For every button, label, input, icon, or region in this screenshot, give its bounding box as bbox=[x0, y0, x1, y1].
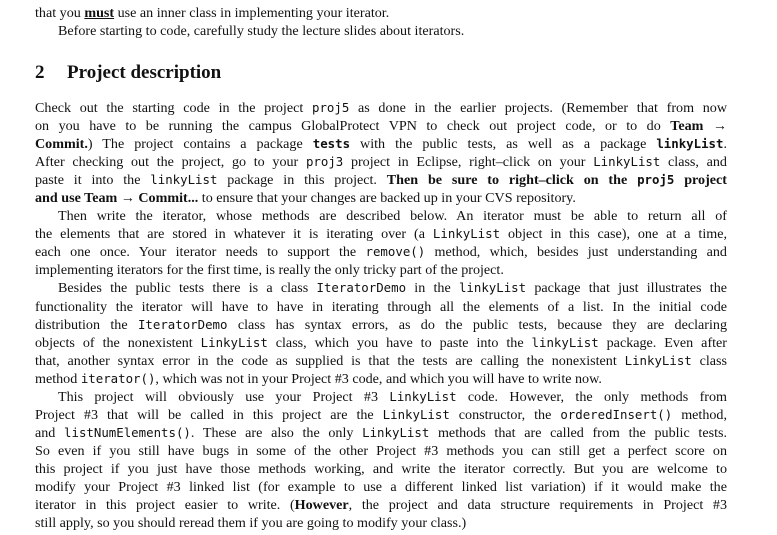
code-iterator-method: iterator() bbox=[80, 370, 156, 386]
code-remove: remove() bbox=[365, 244, 426, 260]
text-line bbox=[35, 352, 727, 370]
text-run: method, which, besides just understanding and bbox=[425, 244, 727, 261]
text-run: class bbox=[691, 352, 728, 369]
text-run: class, which you have to paste into the bbox=[267, 334, 532, 351]
text-run: So even if you still have bugs in some of the other Project #3 methods you can still get a perfect score on bbox=[35, 442, 727, 459]
text-line bbox=[35, 424, 727, 442]
text-line bbox=[35, 370, 727, 388]
text-run: each one once. Your iterator needs to support the bbox=[35, 244, 366, 261]
text-run: implementing iterators for the first time, is really the only tricky part of the project. bbox=[35, 262, 504, 279]
text-run: method, bbox=[672, 406, 727, 423]
text-run: use an inner class in implementing your iterator. bbox=[114, 5, 390, 21]
text-run: ) The project contains a package bbox=[87, 136, 313, 153]
text-run: to ensure that your changes are backed up in your CVS repository. bbox=[198, 190, 576, 207]
text-line bbox=[35, 189, 727, 207]
text-run: Project #3 that will be called in this project are the bbox=[35, 406, 383, 423]
preceding-text bbox=[35, 4, 727, 40]
text-run: paste it into the bbox=[35, 172, 151, 189]
code-linkylist-package: linkyList bbox=[458, 280, 527, 296]
text-run: the elements that are stored in whatever it is iterating over (a bbox=[35, 226, 433, 243]
text-line bbox=[35, 207, 727, 225]
text-line bbox=[35, 442, 727, 460]
code-proj5: proj5 bbox=[637, 172, 675, 188]
text-run: modify your Project #3 linked list (for example to use a different linked list variation) if it would make the bbox=[35, 478, 727, 495]
code-linkylist-class: LinkyList bbox=[362, 424, 430, 440]
text-line bbox=[35, 478, 727, 496]
text-line bbox=[35, 225, 727, 243]
code-linkylist-class: LinkyList bbox=[593, 154, 661, 170]
text-line bbox=[35, 316, 727, 334]
text-line bbox=[35, 4, 727, 22]
emphasis-must: must bbox=[84, 5, 115, 21]
text-run: method bbox=[35, 370, 81, 387]
bold-commit: Commit. bbox=[35, 136, 88, 153]
code-listnumelements: listNumElements() bbox=[64, 424, 191, 440]
bold-team: Team → bbox=[670, 118, 727, 135]
bold-instruction: and use Team → Commit... bbox=[35, 190, 199, 207]
code-iteratordemo: IteratorDemo bbox=[316, 280, 407, 296]
text-run: After checking out the project, go to your bbox=[35, 154, 306, 171]
text-run: code. However, the only methods from bbox=[456, 388, 727, 405]
code-linkylist-class: LinkyList bbox=[389, 388, 457, 404]
text-run: Before starting to code, carefully study the lecture slides about iterators. bbox=[58, 23, 465, 40]
section-title: Project description bbox=[67, 62, 222, 83]
text-run: in the bbox=[406, 280, 459, 297]
text-line bbox=[35, 279, 727, 297]
text-run: . bbox=[723, 136, 727, 153]
text-line bbox=[35, 22, 727, 40]
text-run: , which was not in your Project #3 code, and which you will have to write now. bbox=[155, 370, 602, 387]
code-linkylist-package: linkyList bbox=[150, 172, 218, 188]
text-run: package that just illustrates the bbox=[526, 280, 727, 297]
code-linkylist-class: LinkyList bbox=[432, 226, 501, 242]
text-run: as done in the earlier projects. (Remember that from now bbox=[349, 100, 727, 116]
text-line bbox=[35, 406, 727, 424]
text-line bbox=[35, 298, 727, 316]
text-run: functionality the iterator will have to have in iterating through all the elements of a list. In the initial code bbox=[35, 298, 727, 315]
text-run: , the project and data structure requirements in Project #3 bbox=[348, 497, 728, 514]
text-run: package. Even after bbox=[598, 334, 727, 351]
text-run: . These are also the only bbox=[190, 424, 363, 441]
text-run: Check out the starting code in the project bbox=[35, 100, 312, 116]
text-run: on you have to be running the campus GlobalProtect VPN to check out project code, or to do bbox=[35, 118, 671, 135]
text-line bbox=[35, 153, 727, 171]
text-line bbox=[35, 388, 727, 406]
code-iteratordemo: IteratorDemo bbox=[137, 316, 228, 332]
text-line bbox=[35, 243, 727, 261]
text-run: this project if you just have those methods working, and write the iterator correctly. But you are welcome to bbox=[35, 460, 727, 477]
text-run: objects of the nonexistent bbox=[35, 334, 201, 351]
text-run: Besides the public tests there is a class bbox=[58, 280, 317, 297]
text-run: constructor, the bbox=[449, 406, 561, 423]
text-line bbox=[35, 117, 727, 135]
text-line bbox=[35, 496, 727, 514]
text-run: class, and bbox=[660, 154, 727, 171]
section-body bbox=[35, 99, 727, 532]
text-line bbox=[35, 99, 727, 117]
text-run: distribution the bbox=[35, 316, 138, 333]
bold-instruction: Then be sure to right–click on the bbox=[386, 172, 638, 189]
code-linkylist-class: LinkyList bbox=[382, 406, 450, 422]
code-linkylist-package: linkyList bbox=[656, 136, 724, 152]
text-run: that, another syntax error in the code as supplied is that the tests are calling the nonexistent bbox=[35, 352, 625, 369]
code-proj5: proj5 bbox=[311, 100, 350, 115]
code-proj3: proj3 bbox=[305, 154, 344, 170]
bold-instruction: project bbox=[674, 172, 727, 189]
text-run: iterator in this project easier to write. ( bbox=[35, 497, 295, 514]
code-orderedinsert: orderedInsert() bbox=[560, 406, 673, 422]
text-run: project in Eclipse, right–click on your bbox=[343, 154, 594, 171]
text-run: class has syntax errors, as do the public tests, because they are declaring bbox=[227, 316, 727, 333]
text-line bbox=[35, 334, 727, 352]
text-run: Then write the iterator, whose methods are described below. An iterator must be able to return all of bbox=[58, 208, 727, 225]
bold-however: However bbox=[294, 497, 349, 514]
text-run: with the public tests, as well as a package bbox=[350, 136, 657, 153]
text-run: still apply, so you should reread them if you are going to modify your class.) bbox=[35, 515, 467, 532]
text-run: package in this project. bbox=[217, 172, 387, 189]
code-linkylist-class: LinkyList bbox=[624, 352, 692, 368]
text-run: methods that are called from the public tests. bbox=[429, 424, 727, 441]
text-line bbox=[35, 135, 727, 153]
code-linkylist-class: LinkyList bbox=[200, 334, 268, 350]
text-run: object in this case), one at a time, bbox=[500, 226, 727, 243]
code-linkylist-package: linkyList bbox=[531, 334, 599, 350]
text-run: This project will obviously use your Project #3 bbox=[58, 388, 390, 405]
text-line bbox=[35, 514, 727, 532]
text-run: that you bbox=[35, 5, 85, 21]
text-line bbox=[35, 171, 727, 189]
text-line bbox=[35, 460, 727, 478]
section-heading bbox=[35, 61, 221, 85]
text-run: and bbox=[35, 424, 65, 441]
code-tests: tests bbox=[312, 136, 351, 152]
section-number: 2 bbox=[35, 62, 45, 83]
text-line bbox=[35, 261, 727, 279]
